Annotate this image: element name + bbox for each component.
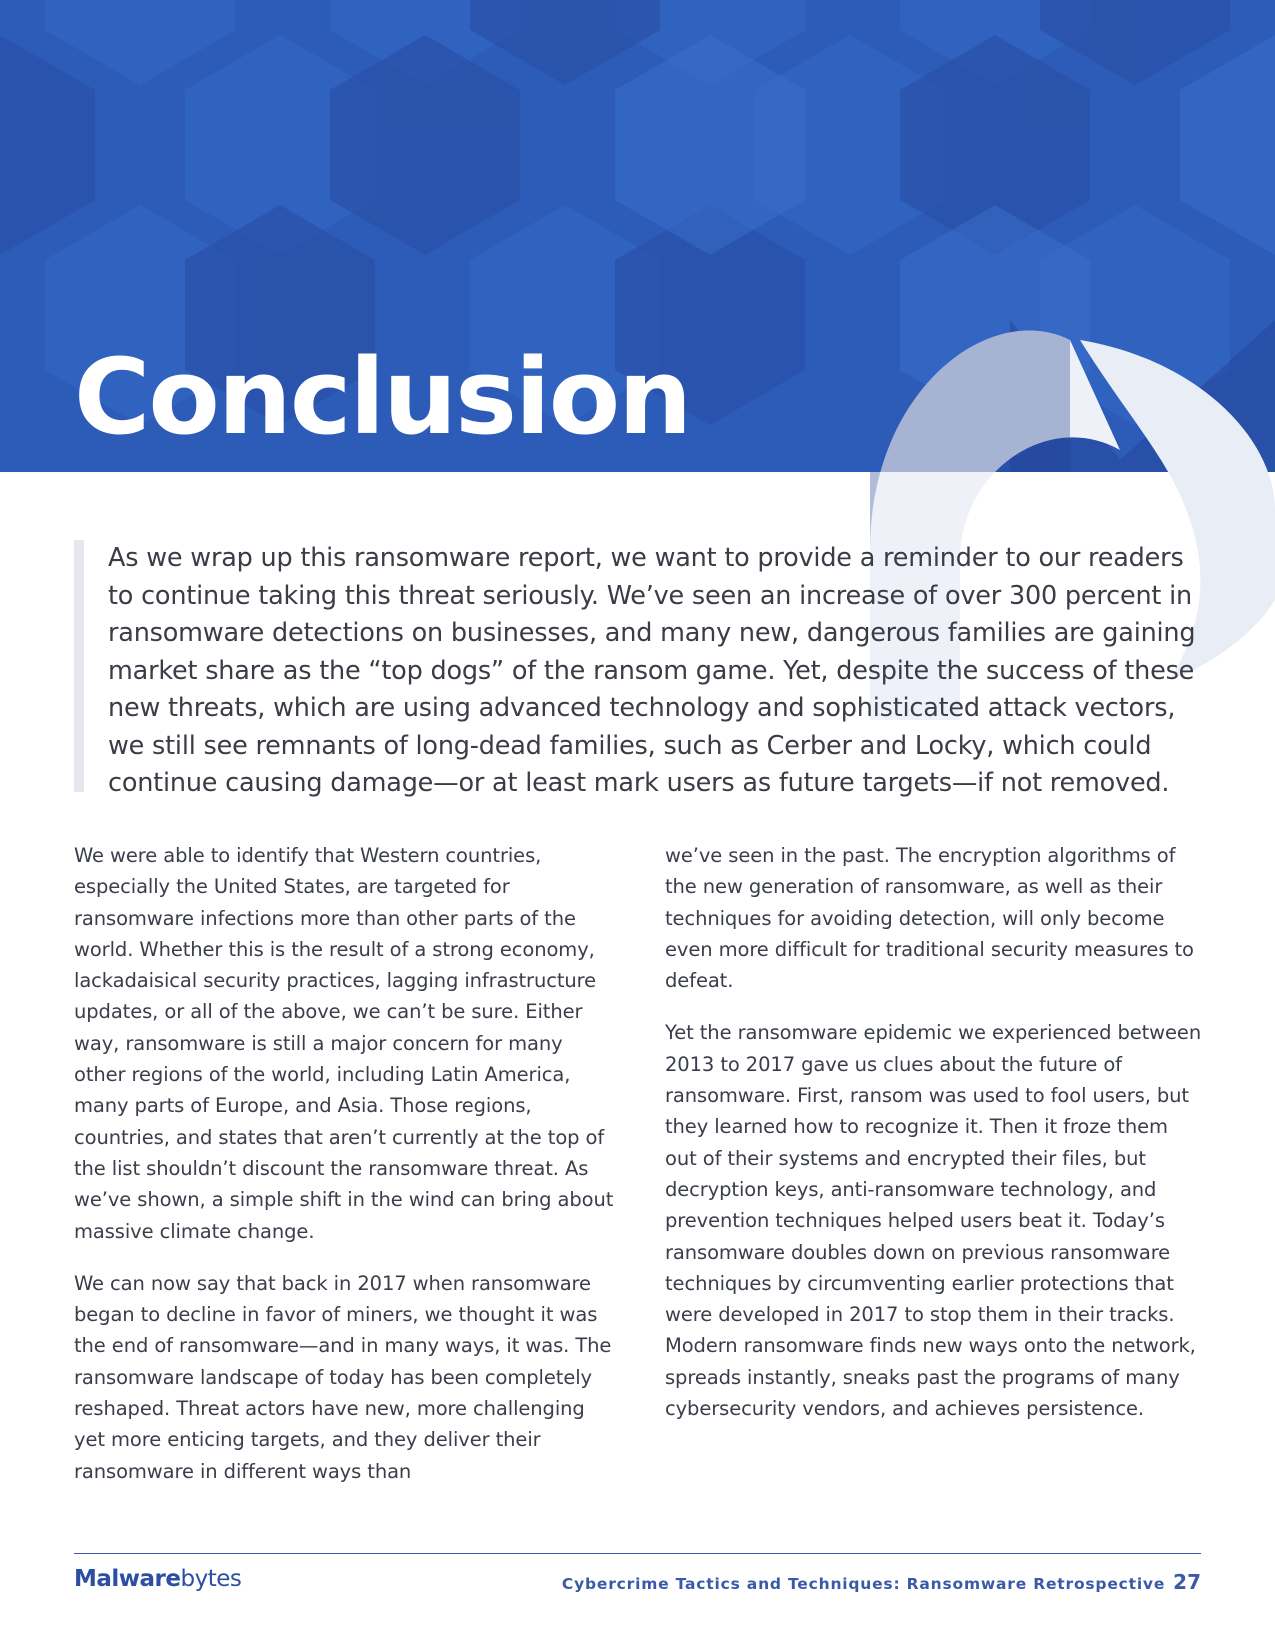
pull-quote-text: As we wrap up this ransomware report, we want to provide a reminder to our readers to continue taking this threat seriously. We’ve seen an increase of over 300 percent in ransomware detections on businesses, and many new, dangerous families are gaining market share as the “top dogs” of the ransom game. Yet, despite the success of these new threats, which are using advanced technology and sophisticated attack vectors, we still see remnants of long-dead families, such as Cerber and Locky, which could continue causing damage—or at least mark users as future targets—if not removed.	[108, 543, 1196, 798]
body-paragraph: We can now say that back in 2017 when ransomware began to decline in favor of miners, we thought it was the end of ransomware—and in many ways, it was. The ransomware landscape of today has been completely reshaped. Threat actors have new, more challenging yet more enticing targets, and they deliver their ransomware in different ways than	[74, 1271, 612, 1483]
body-column-left	[74, 840, 614, 1508]
logo-bold-text: Malware	[74, 1566, 181, 1592]
footer-running-title	[562, 1570, 1201, 1594]
body-paragraph: We were able to identify that Western countries, especially the United States, are targeted for ransomware infections more than other parts of the world. Whether this is the result of a strong economy, lackadaisical security practices, lagging infrastructure updates, or all of the above, we can’t be sure. Either way, ransomware is still a major concern for many other regions of the world, including Latin America, many parts of Europe, and Asia. Those regions, countries, and states that aren’t currently at the top of the list shouldn’t discount the ransomware threat. As we’ve shown, a simple shift in the wind can bring about massive climate change.	[74, 844, 614, 1243]
report-title: Cybercrime Tactics and Techniques: Ransomware Retrospective	[561, 1575, 1166, 1593]
logo-light-text: bytes	[180, 1566, 242, 1592]
page-title: Conclusion	[74, 336, 691, 458]
pull-quote	[74, 540, 1204, 798]
body-column-right	[665, 840, 1205, 1445]
body-paragraph: we’ve seen in the past. The encryption algorithms of the new generation of ransomware, as well as their techniques for avoiding detection, will only become even more difficult for traditional security measures to defeat.	[665, 844, 1194, 993]
body-paragraph: Yet the ransomware epidemic we experienced between 2013 to 2017 gave us clues about the future of ransomware. First, ransom was used to fool users, but they learned how to recognize it. Then it froze them out of their systems and encrypted their files, but decryption keys, anti-ransomware technology, and prevention techniques helped users beat it. Today’s ransomware doubles down on previous ransomware techniques by circumventing earlier protections that were developed in 2017 to stop them in their tracks. Modern ransomware finds new ways onto the network, spreads instantly, sneaks past the programs of many cybersecurity vendors, and achieves persistence.	[665, 1021, 1202, 1421]
footer-divider	[74, 1553, 1201, 1554]
page-number: 27	[1173, 1570, 1201, 1594]
malwarebytes-logo	[74, 1566, 241, 1592]
